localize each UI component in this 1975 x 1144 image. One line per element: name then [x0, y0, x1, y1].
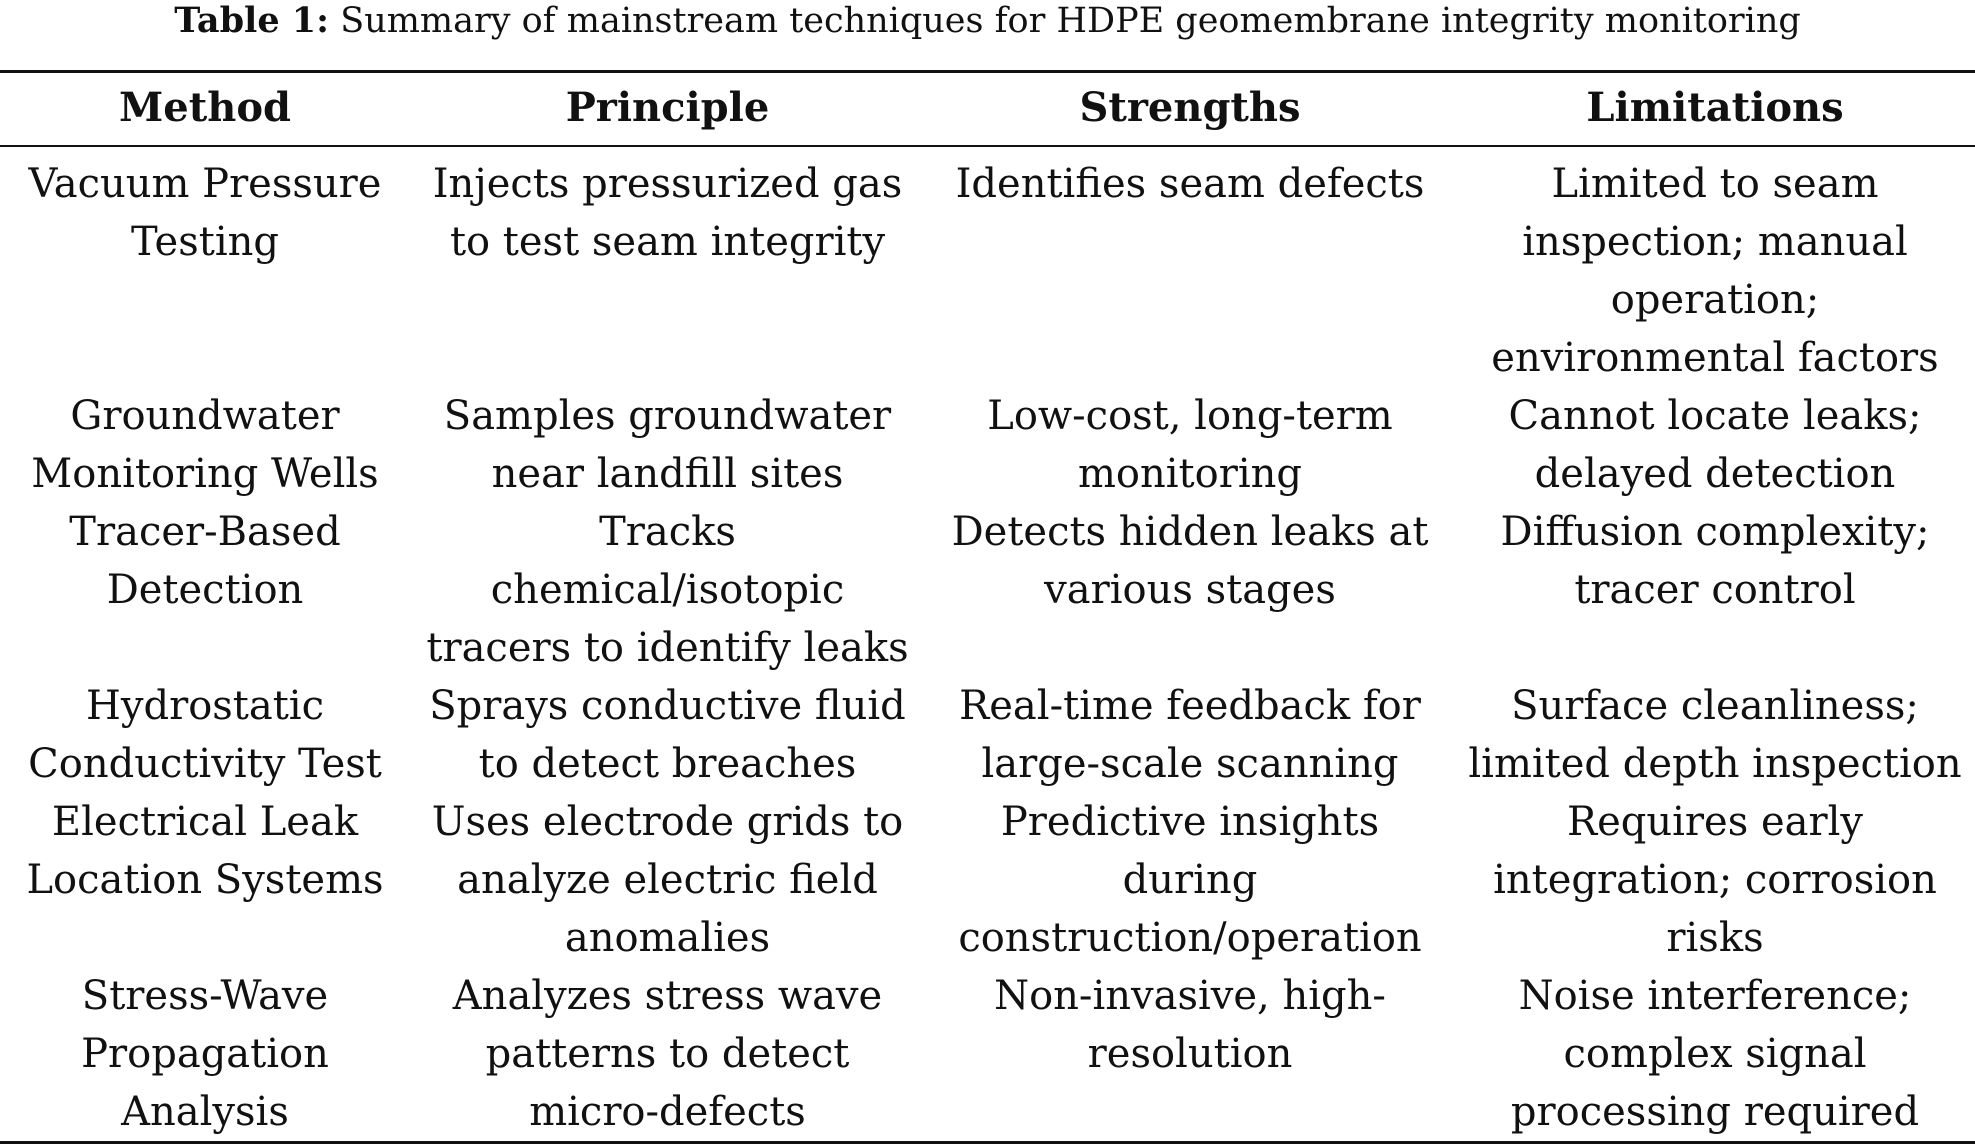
cell-method: Groundwater Monitoring Wells [31, 393, 379, 497]
header-method: Method [119, 84, 291, 131]
cell-method: Tracer-Based Detection [69, 509, 341, 613]
table-header-row [0, 72, 1975, 147]
table-row [0, 967, 1975, 1143]
header-strengths: Strengths [1079, 84, 1301, 131]
header-limitations: Limitations [1586, 84, 1844, 131]
cell-limitations: Noise interference; complex signal processing required [1510, 973, 1920, 1135]
cell-principle: Samples groundwater near landfill sites [443, 393, 892, 497]
cell-limitations: Cannot locate leaks; delayed detection [1508, 393, 1922, 497]
cell-principle: Sprays conductive fluid to detect breaches [429, 683, 906, 787]
header-principle: Principle [565, 84, 770, 131]
cell-principle: Tracks chemical/isotopic tracers to identify leaks [426, 509, 909, 671]
cell-strengths: Low-cost, long-term monitoring [987, 393, 1393, 497]
cell-principle: Uses electrode grids to analyze electric field anomalies [431, 799, 904, 961]
cell-strengths: Non-invasive, high-resolution [994, 973, 1386, 1077]
cell-principle: Injects pressurized gas to test seam integrity [432, 161, 903, 265]
table-caption-text: Summary of mainstream techniques for HDPE geomembrane integrity monitoring [340, 1, 1801, 41]
summary-table [0, 70, 1975, 1144]
table-row [0, 146, 1975, 387]
cell-strengths: Identifies seam defects [955, 161, 1425, 207]
cell-strengths: Detects hidden leaks at various stages [951, 509, 1429, 613]
cell-strengths: Predictive insights during construction/operation [958, 799, 1422, 961]
cell-method: Electrical Leak Location Systems [26, 799, 384, 903]
table-caption-label: Table 1: [174, 0, 330, 41]
cell-limitations: Limited to seam inspection; manual operation; environmental factors [1491, 161, 1939, 381]
cell-strengths: Real-time feedback for large-scale scanning [959, 683, 1421, 787]
table-row [0, 677, 1975, 793]
table-row [0, 793, 1975, 967]
cell-method: Hydrostatic Conductivity Test [28, 683, 382, 787]
cell-limitations: Requires early integration; corrosion risks [1493, 799, 1937, 961]
table-caption [0, 0, 1975, 42]
table-row [0, 503, 1975, 677]
cell-method: Stress-Wave Propagation Analysis [81, 973, 329, 1135]
cell-method: Vacuum Pressure Testing [28, 161, 382, 265]
cell-limitations: Surface cleanliness; limited depth inspection [1468, 683, 1962, 787]
cell-limitations: Diffusion complexity; tracer control [1500, 509, 1930, 613]
cell-principle: Analyzes stress wave patterns to detect micro-defects [452, 973, 883, 1135]
table-row [0, 387, 1975, 503]
